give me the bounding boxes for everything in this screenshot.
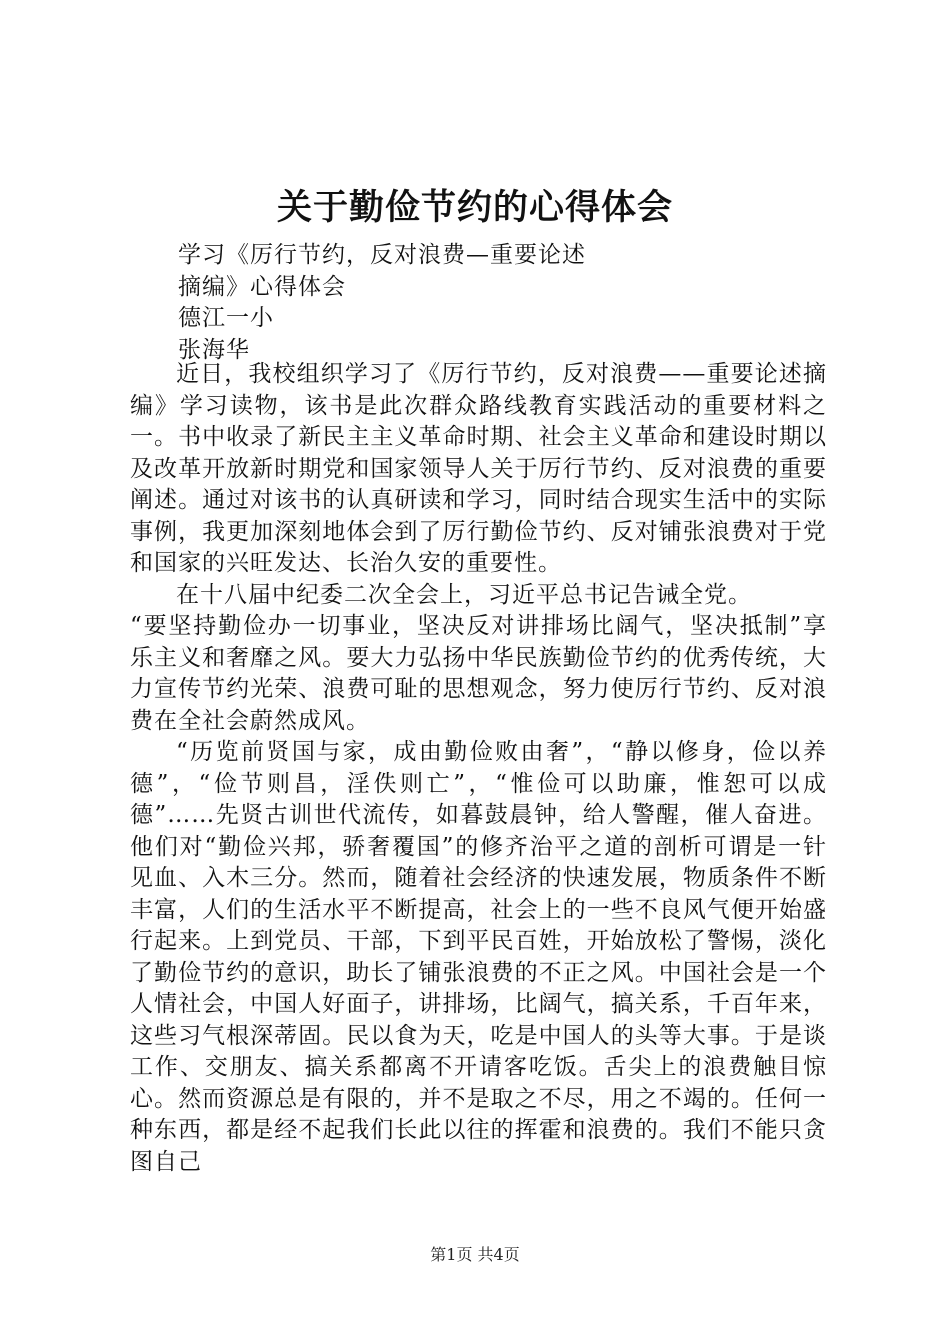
- paragraph-4: “历览前贤国与家，成由勤俭败由奢”，“静以修身，俭以养德”，“俭节则昌，淫佚则亡”，“惟俭可以助廉，惟恕可以成德”……先贤古训世代流传，如暮鼓晨钟，给人警醒，催人奋进。他们对“勤俭兴邦，骄奢覆国”的修齐治平之道的剖析可谓是一针见血、入木三分。然而，随着社会经济的快速发展，物质条件不断丰富，人们的生活水平不断提高，社会上的一些不良风气便开始盛行起来。上到党员、干部，下到平民百姓，开始放松了警惕，淡化了勤俭节约的意识，助长了铺张浪费的不正之风。中国社会是一个人情社会，中国人好面子，讲排场，比阔气，搞关系，千百年来，这些习气根深蒂固。民以食为天，吃是中国人的头等大事。于是谈工作、交朋友、搞关系都离不开请客吃饭。舌尖上的浪费触目惊心。然而资源总是有限的，并不是取之不尽，用之不竭的。任何一种东西，都是经不起我们长此以往的挥霍和浪费的。我们不能只贪图自己: [130, 739, 827, 1175]
- paragraph-1: 近日，我校组织学习了《厉行节约，反对浪费——重要论述摘编》学习读物，该书是此次群众路线教育实践活动的重要材料之一。书中收录了新民主主义革命时期、社会主义革命和建设时期以及改革开放新时期党和国家领导人关于厉行节约、反对浪费的重要阐述。通过对该书的认真研读和学习，同时结合现实生活中的实际事例，我更加深刻地体会到了厉行勤俭节约、反对铺张浪费对于党和国家的兴旺发达、长治久安的重要性。: [130, 361, 827, 576]
- paragraph-3: “要坚持勤俭办一切事业，坚决反对讲排场比阔气，坚决抵制”享乐主义和奢靡之风。要大力弘扬中华民族勤俭节约的优秀传统，大力宣传节约光荣、浪费可耻的思想观念，努力使厉行节约、反对浪费在全社会蔚然成风。: [130, 613, 827, 734]
- body-text: [130, 359, 827, 1178]
- subtitle-line-1: 学习《厉行节约，反对浪费—重要论述: [178, 242, 586, 268]
- page-number-footer: 第1页 共4页: [430, 1245, 520, 1264]
- paragraph-2: 在十八届中纪委二次全会上，习近平总书记告诫全党。: [176, 581, 752, 608]
- school-name: 德江一小: [178, 305, 274, 331]
- subtitle-block: [178, 240, 828, 366]
- document-title: 关于勤俭节约的心得体会: [276, 187, 673, 228]
- author-name: 张海华: [178, 336, 250, 363]
- subtitle-line-2: 摘编》心得体会: [178, 273, 346, 300]
